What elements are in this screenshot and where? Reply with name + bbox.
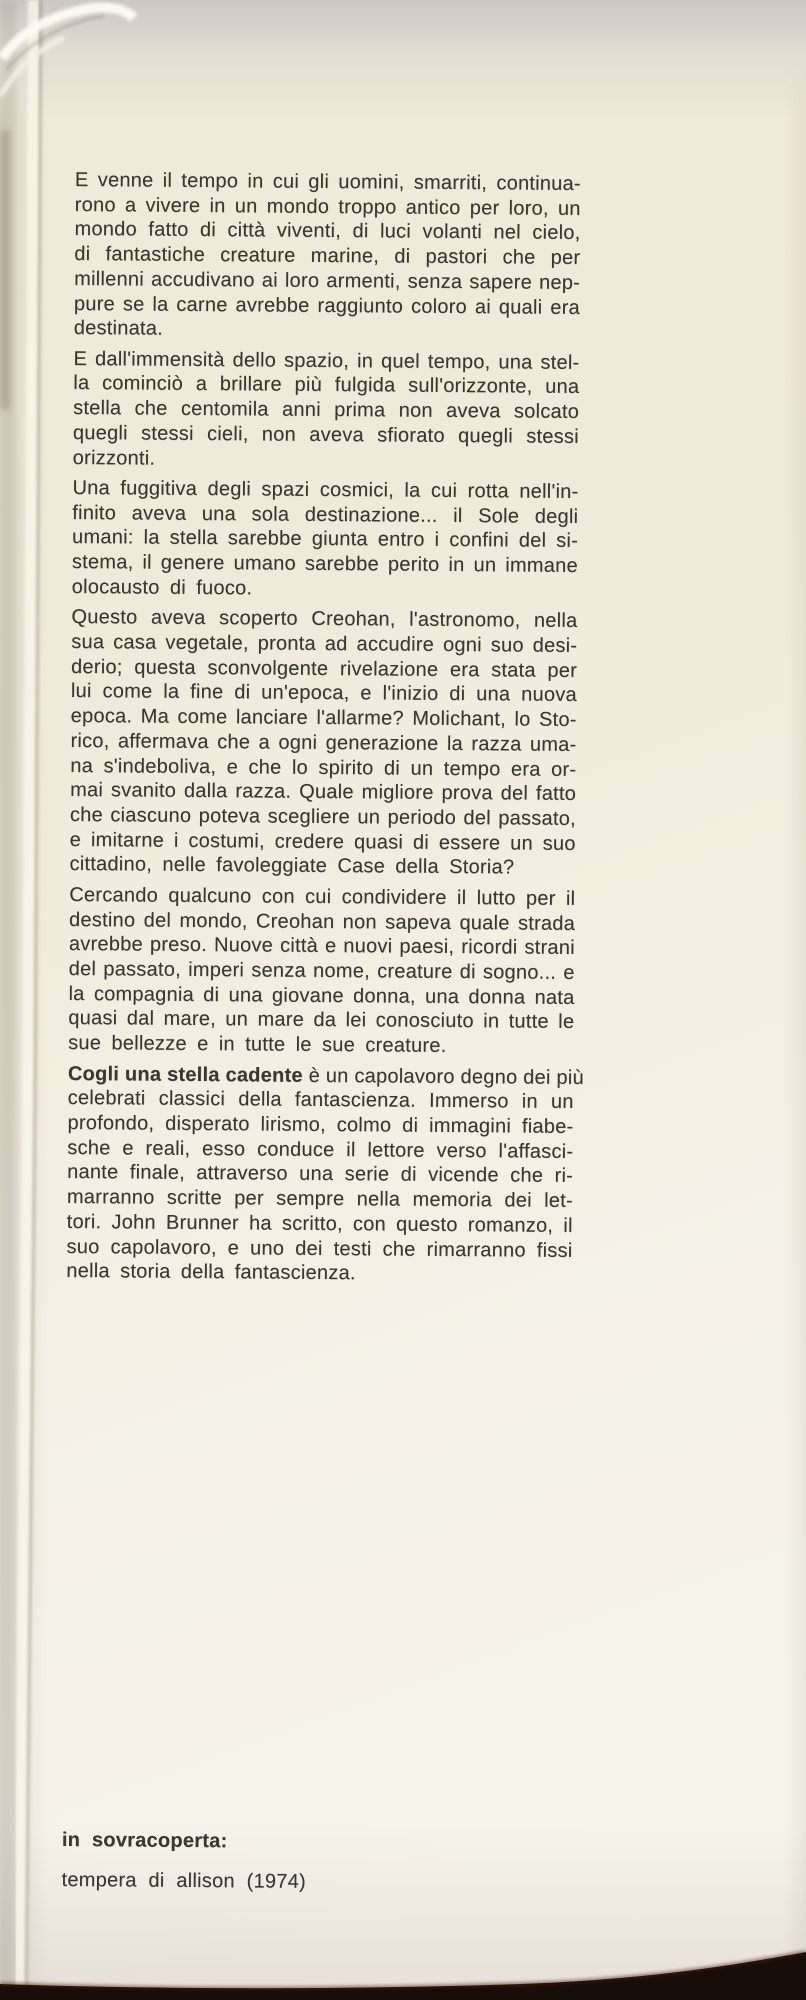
flap-text-block [61,168,584,1893]
colophon [61,1828,567,1896]
flap-paragraph: E dall'immensità dello spazio, in quel tempo, una stel- la cominciò a brillare più fulgida sull'orizzonte, una stella che centomila anni prima non aveva solcato quegli stessi cieli, non aveva sfiorato quegli stessi orizzonti. [72,347,580,470]
flap-paragraph: Una fuggitiva degli spazi cosmici, la cui rotta nell'in- finito aveva una sola destinazione... il Sole degli umani: la stella sarebbe giunta entro i confini del si- stema, il genere umano sarebbe perito in un immane olocausto di fuoco. [71,477,579,600]
flap-paragraph: Questo aveva scoperto Creohan, l'astronomo, nella sua casa vegetale, pronta ad accudire ogni suo desi- derio; questa sconvolgente rivelazione era stata per lui come la fine di un'epoca, e l'inizio di una nuova epoca. Ma come lanciare l'allarme? Molichant, lo Sto- rico, affermava che a ogni generazione la razza uma- na s'indeboliva, e che lo spirito di un tempo era or- mai svanito dalla razza. Quale migliore prova del fatto che ciascuno poteva scegliere un periodo del passato, e imitarne i costumi, credere quasi di essere un suo cittadino, nelle favoleggiate Case della Storia? [69,606,578,879]
colophon-credit: tempera di allison (1974) [61,1868,307,1893]
flap-paragraph: E venne il tempo in cui gli uomini, smarriti, continua- rono a vivere in un mondo troppo antico per loro, un mondo fatto di città viventi, di luci volanti nel cielo, di fantastiche creature marine, di pastori che per millenni accudivano ai loro armenti, senza sapere nep- pure se la carne avrebbe raggiunto coloro ai quali era destinata. [73,168,581,340]
colophon-label: in sovracoperta: [61,1828,228,1853]
flap-paragraph-blurb: Cogli una stella cadente è un capolavoro degno dei più celebrati classici della fantascienza. Immerso in un profondo, disperato lirismo, colmo di immagini fiabe- sche e reali, esso conduce il lettore verso l'affasci- nante finale, attraverso una serie di vicende che ri- marranno scritte per sempre nella memoria dei let- tori. John Brunner ha scritto, con questo romanzo, il suo capolavoro, e uno dei testi che rimarranno fissi nella storia della fantascienza. [66,1062,584,1285]
flap-paragraph: Cercando qualcuno con cui condividere il lutto per il destino del mondo, Creohan non sapeva quale strada avrebbe preso. Nuove città e nuovi paesi, ricordi strani del passato, imperi senza nome, creature di sogno... e la compagnia di una giovane donna, una donna nata quasi dal mare, un mare da lei conosciuto in tutte le sue bellezze e in tutte le sue creature. [68,883,576,1058]
